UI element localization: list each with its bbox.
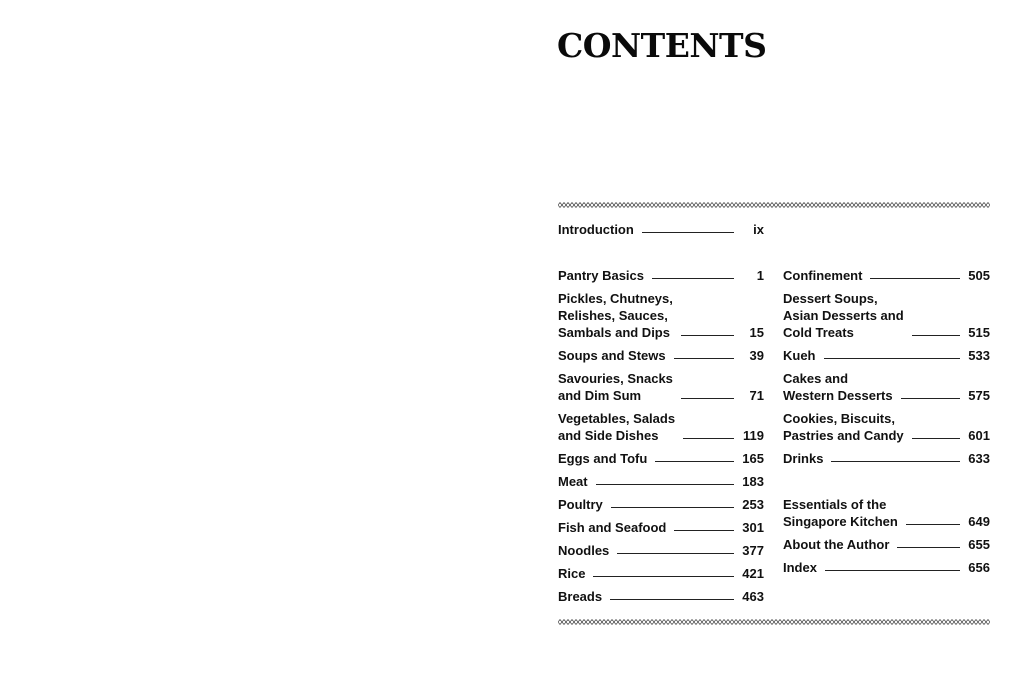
- toc-entry-page: 119: [743, 428, 764, 443]
- toc-entry-page: 601: [968, 428, 990, 443]
- toc-entry[interactable]: [558, 496, 764, 513]
- toc-entry-page: 183: [742, 474, 764, 489]
- toc-entry-label: Vegetables, Salads and Side Dishes: [558, 411, 676, 443]
- leader-line: [912, 438, 960, 439]
- toc-entry-label: Introduction: [558, 222, 634, 237]
- toc-entry-label: Poultry: [558, 497, 603, 512]
- toc-entry[interactable]: [558, 519, 764, 536]
- leader-line: [912, 335, 960, 336]
- leader-line: [831, 461, 960, 462]
- leader-line: [825, 570, 960, 571]
- leader-line: [617, 553, 734, 554]
- toc-entry-label: About the Author: [783, 537, 890, 552]
- toc-entry-page: 656: [968, 560, 990, 575]
- toc-entry-label: Confinement: [783, 268, 863, 283]
- toc-entry[interactable]: [783, 347, 990, 364]
- toc-entry-page: 1: [756, 268, 764, 283]
- leader-line: [610, 599, 734, 600]
- leader-line: [611, 507, 734, 508]
- top-zigzag-divider: [558, 202, 990, 208]
- toc-entry-page: 301: [742, 520, 764, 535]
- toc-entry[interactable]: [783, 496, 990, 530]
- toc-entry-label: Fish and Seafood: [558, 520, 667, 535]
- toc-entry[interactable]: [558, 410, 764, 444]
- leader-line: [681, 398, 734, 399]
- toc-entry-label: Rice: [558, 566, 586, 581]
- toc-entry[interactable]: [783, 290, 990, 341]
- leader-line: [870, 278, 960, 279]
- leader-line: [674, 530, 734, 531]
- toc-entry-page: ix: [753, 222, 764, 237]
- leader-line: [642, 232, 734, 233]
- page-title: CONTENTS: [557, 26, 767, 65]
- leader-line: [897, 547, 960, 548]
- toc-entry-label: Pantry Basics: [558, 268, 644, 283]
- toc-entry[interactable]: [558, 542, 764, 559]
- leader-line: [824, 358, 961, 359]
- toc-entry-page: 253: [742, 497, 764, 512]
- toc-entry-page: 515: [968, 325, 990, 340]
- leader-line: [655, 461, 734, 462]
- toc-entry-page: 71: [749, 388, 764, 403]
- toc-entry-label: Dessert Soups, Asian Desserts and Cold Treats: [783, 291, 904, 340]
- toc-entry-label: Soups and Stews: [558, 348, 666, 363]
- toc-entry-label: Savouries, Snacks and Dim Sum: [558, 371, 673, 403]
- toc-entry-label: Kueh: [783, 348, 816, 363]
- toc-entry[interactable]: [783, 410, 990, 444]
- toc-entry-label: Eggs and Tofu: [558, 451, 648, 466]
- leader-line: [593, 576, 734, 577]
- toc-entry-label: Drinks: [783, 451, 824, 466]
- toc-entry[interactable]: [558, 221, 764, 238]
- toc-entry-label: Essentials of the Singapore Kitchen: [783, 497, 898, 529]
- toc-entry[interactable]: [783, 370, 990, 404]
- toc-entry-page: 655: [968, 537, 990, 552]
- toc-entry-page: 633: [968, 451, 990, 466]
- leader-line: [674, 358, 734, 359]
- toc-entry-page: 533: [968, 348, 990, 363]
- toc-entry-page: 39: [749, 348, 764, 363]
- toc-entry-label: Index: [783, 560, 817, 575]
- leader-line: [906, 524, 960, 525]
- leader-line: [901, 398, 960, 399]
- toc-entry-label: Cookies, Biscuits, Pastries and Candy: [783, 411, 904, 443]
- toc-entry[interactable]: [558, 473, 764, 490]
- toc-entry[interactable]: [558, 450, 764, 467]
- toc-entry[interactable]: [558, 588, 764, 605]
- leader-line: [681, 335, 734, 336]
- toc-entry-label: Noodles: [558, 543, 610, 558]
- toc-entry[interactable]: [558, 290, 764, 341]
- leader-line: [683, 438, 734, 439]
- toc-entry-label: Pickles, Chutneys, Relishes, Sauces, Sambals and Dips: [558, 291, 673, 340]
- toc-entry-page: 377: [742, 543, 764, 558]
- toc-entry[interactable]: [783, 450, 990, 467]
- toc-entry-label: Cakes and Western Desserts: [783, 371, 893, 403]
- toc-entry-page: 15: [749, 325, 764, 340]
- leader-line: [652, 278, 734, 279]
- bottom-zigzag-divider: [558, 619, 990, 625]
- toc-entry[interactable]: [558, 565, 764, 582]
- toc-entry-label: Breads: [558, 589, 603, 604]
- toc-entry[interactable]: [558, 370, 764, 404]
- toc-entry-label: Meat: [558, 474, 588, 489]
- toc-entry[interactable]: [783, 536, 990, 553]
- toc-entry[interactable]: [783, 559, 990, 576]
- toc-entry-page: 165: [742, 451, 764, 466]
- toc-entry-page: 575: [968, 388, 990, 403]
- toc-entry-page: 505: [968, 268, 990, 283]
- toc-entry-page: 421: [742, 566, 764, 581]
- toc-entry[interactable]: [558, 347, 764, 364]
- toc-entry[interactable]: [783, 267, 990, 284]
- toc-entry-page: 649: [968, 514, 990, 529]
- toc-entry[interactable]: [558, 267, 764, 284]
- leader-line: [596, 484, 734, 485]
- toc-entry-page: 463: [742, 589, 764, 604]
